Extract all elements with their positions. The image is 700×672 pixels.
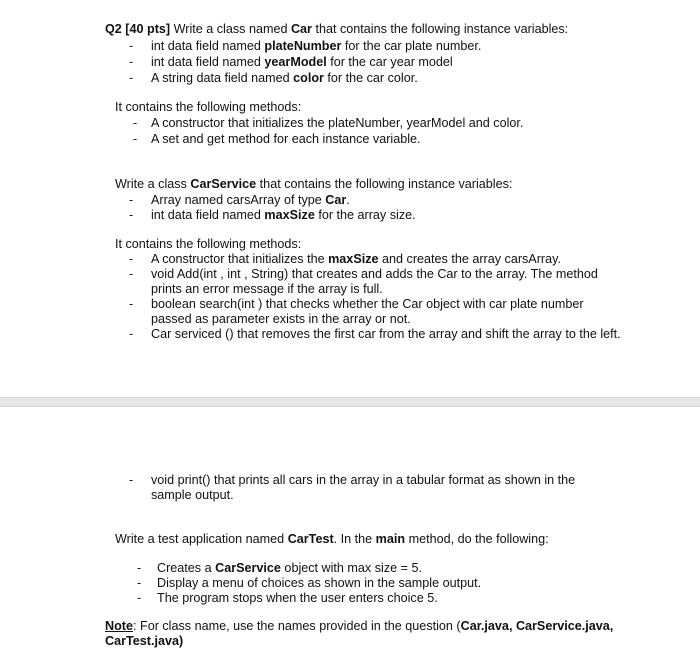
bullet-dash: - xyxy=(129,39,134,53)
bullet-dash: - xyxy=(129,267,134,281)
section-intro: It contains the following methods: xyxy=(115,100,302,114)
question-heading xyxy=(105,22,568,37)
section-intro: Write a class CarService that contains the following instance variables: xyxy=(115,177,513,191)
note-line: Note: For class name, use the names provided in the question (Car.java, CarService.java, xyxy=(105,619,614,633)
bullet-dash: - xyxy=(129,327,134,341)
list-item: Display a menu of choices as shown in the sample output. xyxy=(157,576,482,590)
list-item: void print() that prints all cars in the array in a tabular format as shown in the xyxy=(151,473,576,487)
class-name-car: Car xyxy=(290,22,312,36)
list-item: A set and get method for each instance variable. xyxy=(151,132,421,146)
question-text: Write a class named xyxy=(170,22,291,36)
class-name-cartest: CarTest xyxy=(287,532,334,546)
class-name-carservice: CarService xyxy=(190,177,257,191)
bullet-dash: - xyxy=(129,55,134,69)
question-label: Q2 [40 pts] xyxy=(105,22,171,36)
list-item-continued: sample output. xyxy=(151,488,234,502)
bullet-dash: - xyxy=(137,561,142,575)
section-intro: Write a test application named CarTest. In the main method, do the following: xyxy=(115,532,549,546)
bullet-dash: - xyxy=(137,576,142,590)
list-item-continued: prints an error message if the array is full. xyxy=(151,282,383,296)
bullet-dash: - xyxy=(133,132,138,146)
list-item: int data field named maxSize for the array size. xyxy=(151,208,416,222)
bullet-dash: - xyxy=(137,591,142,605)
bullet-dash: - xyxy=(129,297,134,311)
list-item: Array named carsArray of type Car. xyxy=(151,193,350,207)
list-item: void Add(int , int , String) that creates and adds the Car to the array. The method xyxy=(151,267,598,281)
bullet-dash: - xyxy=(129,208,134,222)
bullet-dash: - xyxy=(129,71,134,85)
list-item: The program stops when the user enters choice 5. xyxy=(157,591,438,605)
note-label: Note xyxy=(105,619,133,633)
section-intro: It contains the following methods: xyxy=(115,237,302,251)
list-item: Car serviced () that removes the first car from the array and shift the array to the left. xyxy=(151,327,621,341)
document-page-2 xyxy=(0,406,700,672)
list-item: A constructor that initializes the plateNumber, yearModel and color. xyxy=(151,116,524,130)
note-line-continued: CarTest.java) xyxy=(105,634,184,648)
bullet-dash: - xyxy=(129,193,134,207)
list-item: int data field named plateNumber for the car plate number. xyxy=(151,39,482,53)
list-item: boolean search(int ) that checks whether the Car object with car plate number xyxy=(151,297,584,311)
list-item: A constructor that initializes the maxSize and creates the array carsArray. xyxy=(151,252,561,266)
bullet-dash: - xyxy=(129,252,134,266)
list-item: int data field named yearModel for the car year model xyxy=(151,55,453,69)
bullet-dash: - xyxy=(133,116,138,130)
list-item-continued: passed as parameter exists in the array or not. xyxy=(151,312,411,326)
bullet-dash: - xyxy=(129,473,134,487)
question-text-tail: that contains the following instance variables: xyxy=(311,22,569,36)
list-item: Creates a CarService object with max size = 5. xyxy=(157,561,422,575)
list-item: A string data field named color for the car color. xyxy=(151,71,418,85)
